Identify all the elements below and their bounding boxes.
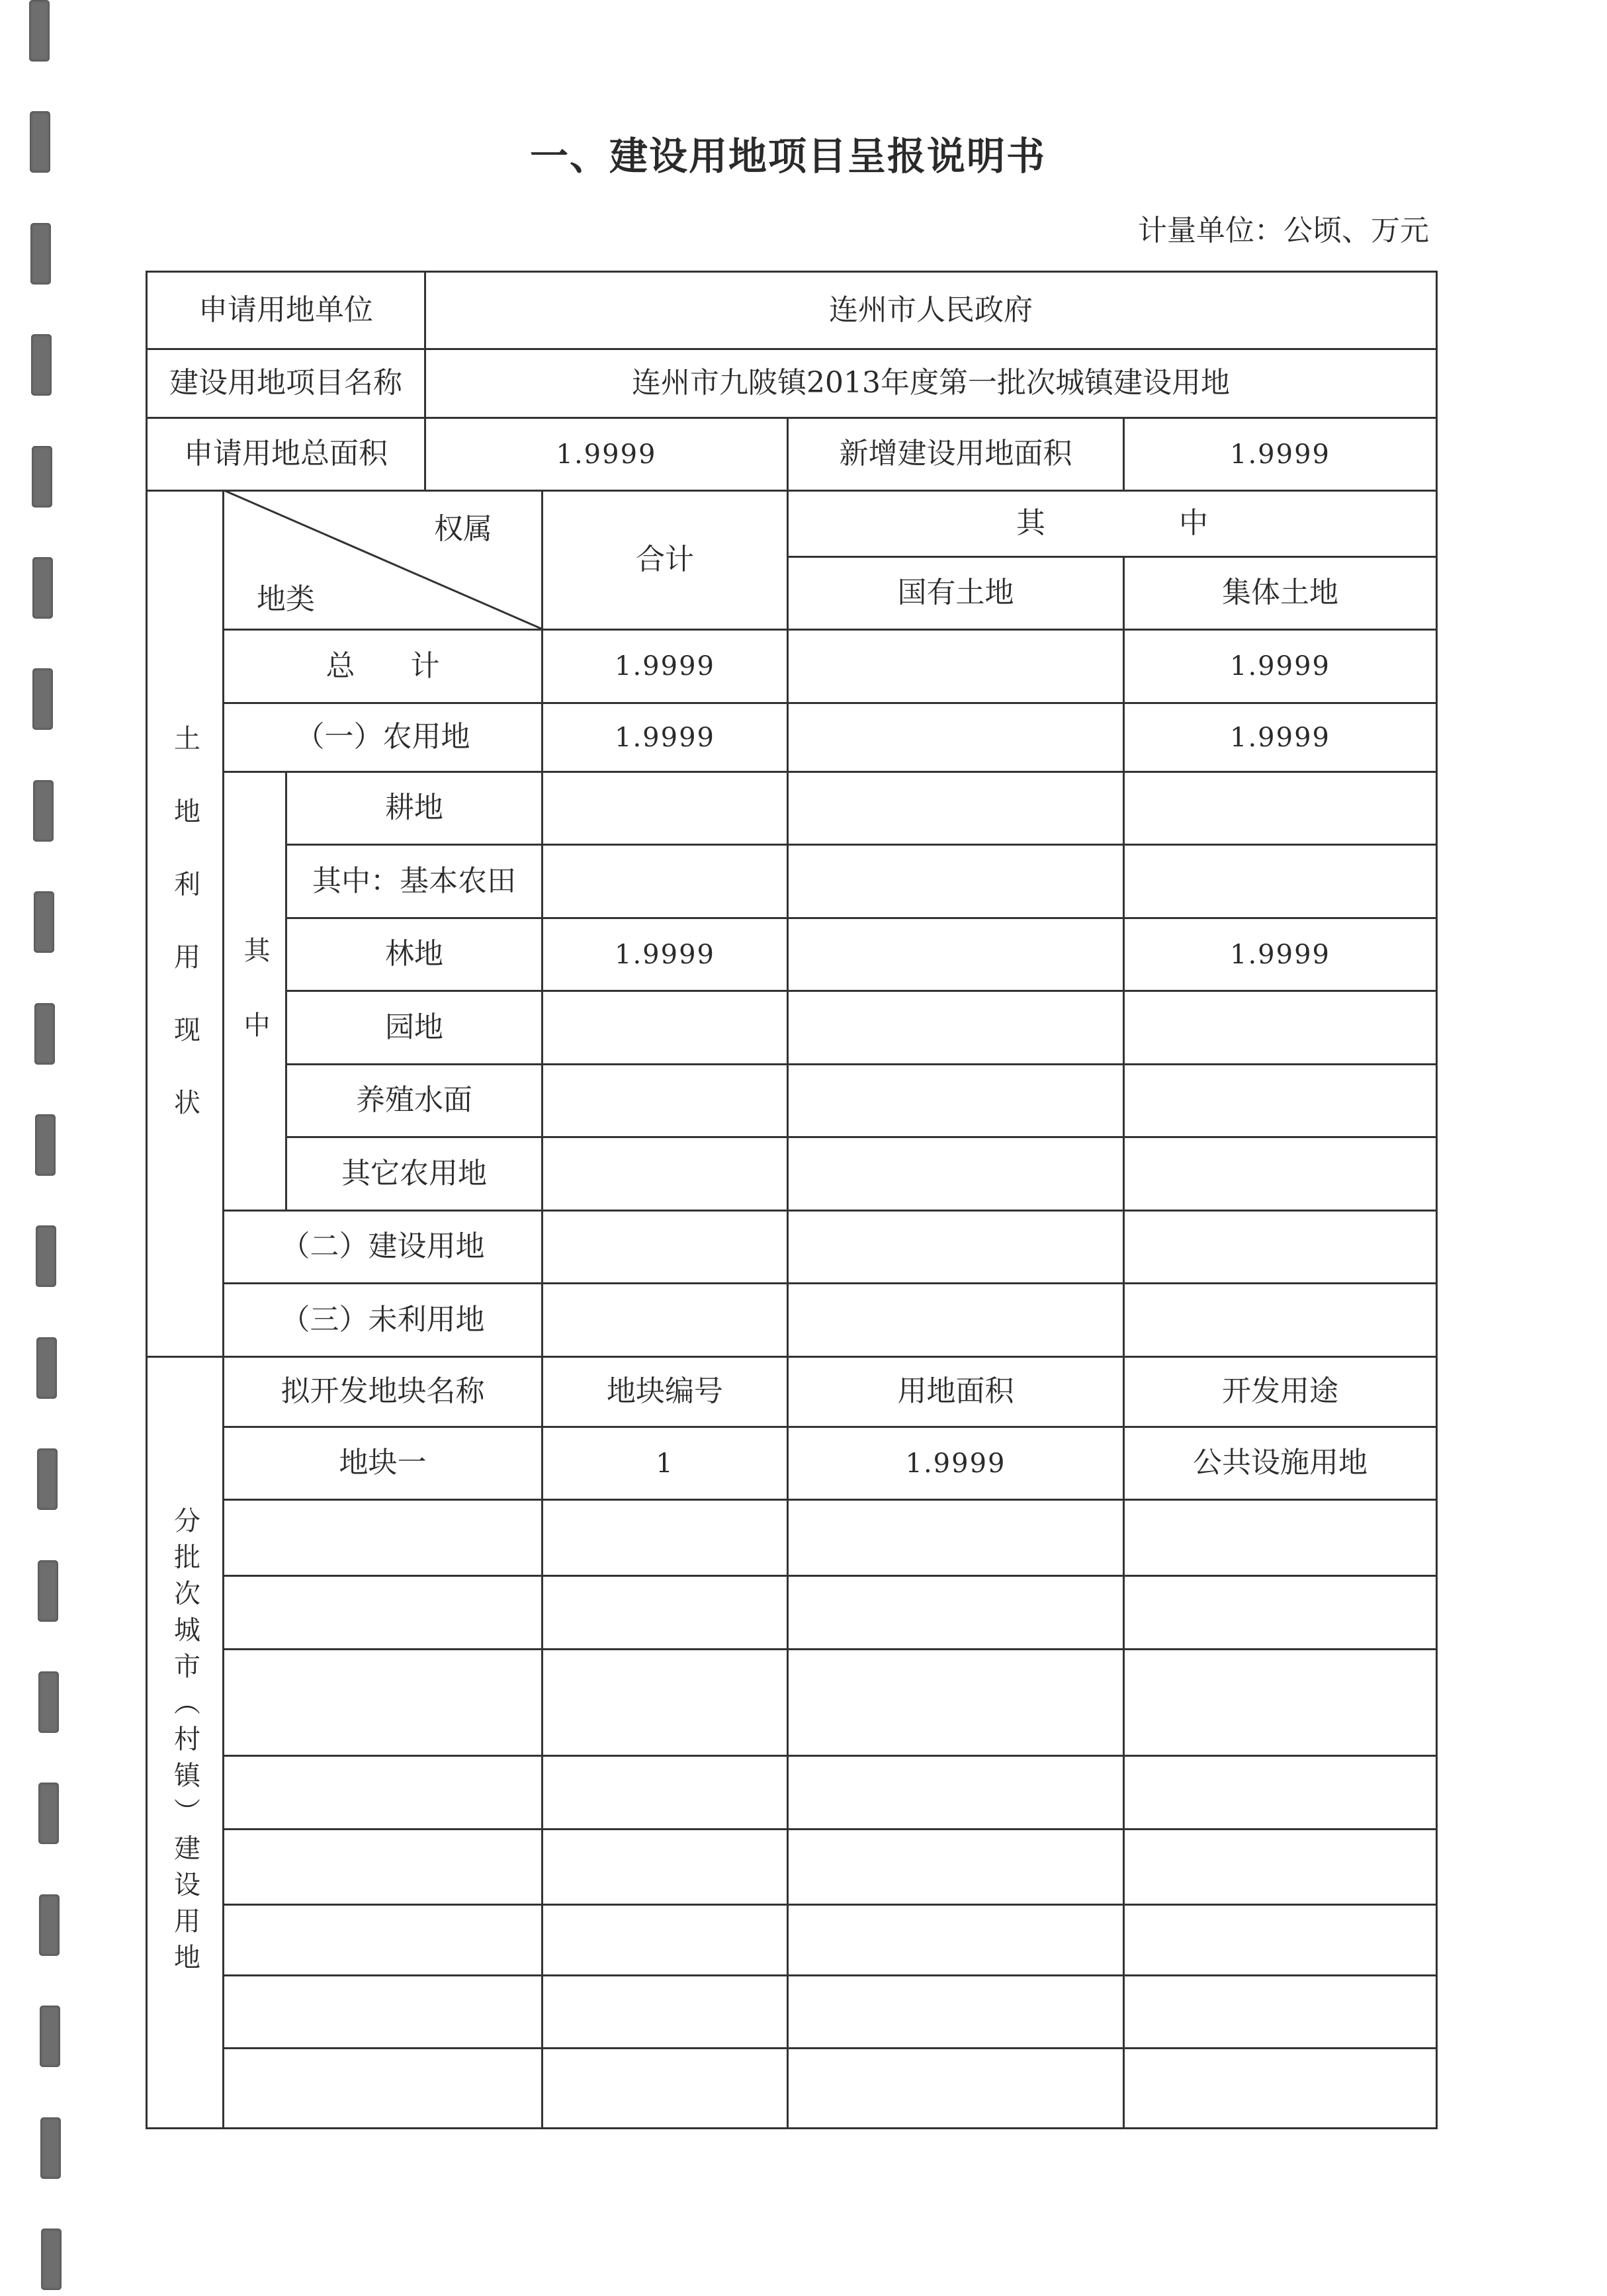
table-row [147,1830,1437,1905]
empty-cell [788,703,1124,772]
empty-cell [1124,1650,1437,1756]
binding-hole [36,1337,57,1399]
empty-cell [224,2049,543,2129]
table-row [147,418,1437,491]
empty-cell [543,991,788,1065]
new-area-label: 新增建设用地面积 [788,418,1124,491]
empty-cell [1124,1137,1437,1211]
header-ownership: 权属 [434,512,492,546]
empty-cell [788,1211,1124,1284]
binding-hole [29,0,50,62]
binding-hole [32,668,53,730]
empty-cell [788,1137,1124,1211]
binding-hole [40,2117,61,2179]
table-row [147,918,1437,991]
empty-cell [1124,772,1437,845]
unit-note: 计量单位：公顷、万元 [1138,214,1429,247]
binding-edge [0,0,79,2296]
row-collective: 1.9999 [1124,918,1437,991]
land-status-section-label [147,491,224,1357]
new-area-value: 1.9999 [1124,418,1437,491]
row-label: 耕地 [286,772,543,845]
table-row [147,1976,1437,2049]
row-label: 其它农用地 [286,1137,543,1211]
table-row [147,845,1437,918]
row-label: （三）未利用地 [224,1284,543,1357]
empty-cell [224,1905,543,1976]
row-label: 园地 [286,991,543,1065]
binding-hole [37,1448,58,1510]
header-parcel-name: 拟开发地块名称 [224,1357,543,1427]
empty-cell [788,1905,1124,1976]
table-row [147,1065,1437,1137]
binding-hole [33,780,54,842]
empty-cell [788,1500,1124,1576]
row-total: 1.9999 [543,630,788,703]
empty-cell [788,1650,1124,1756]
empty-cell [1124,1065,1437,1137]
row-total: 1.9999 [543,918,788,991]
applicant-value: 连州市人民政府 [425,272,1437,349]
empty-cell [543,1650,788,1756]
land-status-vertical-text: 土地利用现状 [169,724,200,1161]
header-parcel-area: 用地面积 [788,1357,1124,1427]
table-row [147,630,1437,703]
parcel-area: 1.9999 [788,1427,1124,1500]
binding-hole [35,1114,56,1176]
empty-cell [788,1576,1124,1650]
empty-cell [224,1650,543,1756]
table-row [147,772,1437,845]
empty-cell [1124,1284,1437,1357]
parcel-use: 公共设施用地 [1124,1427,1437,1500]
table-row [147,1756,1437,1830]
header-collective: 集体土地 [1124,557,1437,630]
empty-cell [224,1756,543,1830]
header-land-type: 地类 [257,582,315,616]
header-of-which: 其 中 [788,491,1437,557]
table-row [147,1500,1437,1576]
empty-cell [1124,1756,1437,1830]
row-collective: 1.9999 [1124,630,1437,703]
table-row [147,1137,1437,1211]
table-row [147,1576,1437,1650]
table-row [147,991,1437,1065]
table-row [147,1905,1437,1976]
total-area-value: 1.9999 [425,418,788,491]
binding-hole [34,1003,55,1065]
land-use-form [146,271,1436,2129]
empty-cell [543,1756,788,1830]
row-collective: 1.9999 [1124,703,1437,772]
empty-cell [1124,1976,1437,2049]
table-row [147,1427,1437,1500]
row-label: 其中：基本农田 [286,845,543,918]
empty-cell [543,1576,788,1650]
empty-cell [224,1500,543,1576]
empty-cell [788,1976,1124,2049]
empty-cell [543,845,788,918]
binding-hole [38,1671,59,1733]
empty-cell [1124,1905,1437,1976]
empty-cell [1124,1500,1437,1576]
table-row [147,1357,1437,1427]
empty-cell [543,772,788,845]
empty-cell [788,1830,1124,1905]
empty-cell [788,1065,1124,1137]
empty-cell [543,1976,788,2049]
total-area-label: 申请用地总面积 [147,418,425,491]
binding-hole [34,891,54,953]
empty-cell [788,772,1124,845]
header-state-owned: 国有土地 [788,557,1124,630]
empty-cell [1124,845,1437,918]
binding-hole [30,111,50,173]
parcel-name: 地块一 [224,1427,543,1500]
empty-cell [543,1065,788,1137]
empty-cell [543,1284,788,1357]
header-parcel-code: 地块编号 [543,1357,788,1427]
empty-cell [1124,991,1437,1065]
table-row [147,1284,1437,1357]
empty-cell [543,1500,788,1576]
subgroup-label [224,772,286,1211]
empty-cell [224,1576,543,1650]
binding-hole [39,1894,60,1956]
table-row [147,1650,1437,1756]
binding-hole [32,557,53,619]
applicant-label: 申请用地单位 [147,272,425,349]
empty-cell [224,1976,543,2049]
empty-cell [543,1211,788,1284]
binding-hole [40,2006,60,2067]
parcel-code: 1 [543,1427,788,1500]
row-label: 养殖水面 [286,1065,543,1137]
table-row [147,703,1437,772]
empty-cell [543,1905,788,1976]
binding-hole [36,1225,56,1287]
document-title: 一、建设用地项目呈报说明书 [529,134,1047,179]
empty-cell [543,2049,788,2129]
empty-cell [788,991,1124,1065]
table-row [147,349,1437,418]
subgroup-vertical-text: 其中 [239,936,270,1086]
empty-cell [1124,1830,1437,1905]
empty-cell [1124,2049,1437,2129]
empty-cell [543,1830,788,1905]
parcel-section-vertical-text: 分批次城市（村镇）建设用地 [169,1507,200,1980]
binding-hole [38,1560,58,1622]
empty-cell [788,1756,1124,1830]
row-label: （二）建设用地 [224,1211,543,1284]
empty-cell [543,1137,788,1211]
empty-cell [788,918,1124,991]
row-label: 总 计 [224,630,543,703]
header-parcel-use: 开发用途 [1124,1357,1437,1427]
project-name-value: 连州市九陂镇2013年度第一批次城镇建设用地 [425,349,1437,418]
parcel-section-label [147,1357,224,2129]
empty-cell [788,630,1124,703]
header-total: 合计 [543,491,788,630]
row-label: （一）农用地 [224,703,543,772]
row-label: 林地 [286,918,543,991]
empty-cell [788,1284,1124,1357]
table-row [147,1211,1437,1284]
empty-cell [1124,1576,1437,1650]
binding-hole [30,223,51,285]
project-name-label: 建设用地项目名称 [147,349,425,418]
table-row [147,272,1437,349]
binding-hole [38,1783,59,1844]
binding-hole [41,2229,62,2290]
row-total: 1.9999 [543,703,788,772]
table-row [147,2049,1437,2129]
binding-hole [31,334,52,396]
empty-cell [788,2049,1124,2129]
empty-cell [224,1830,543,1905]
binding-hole [32,446,52,508]
empty-cell [788,845,1124,918]
empty-cell [1124,1211,1437,1284]
